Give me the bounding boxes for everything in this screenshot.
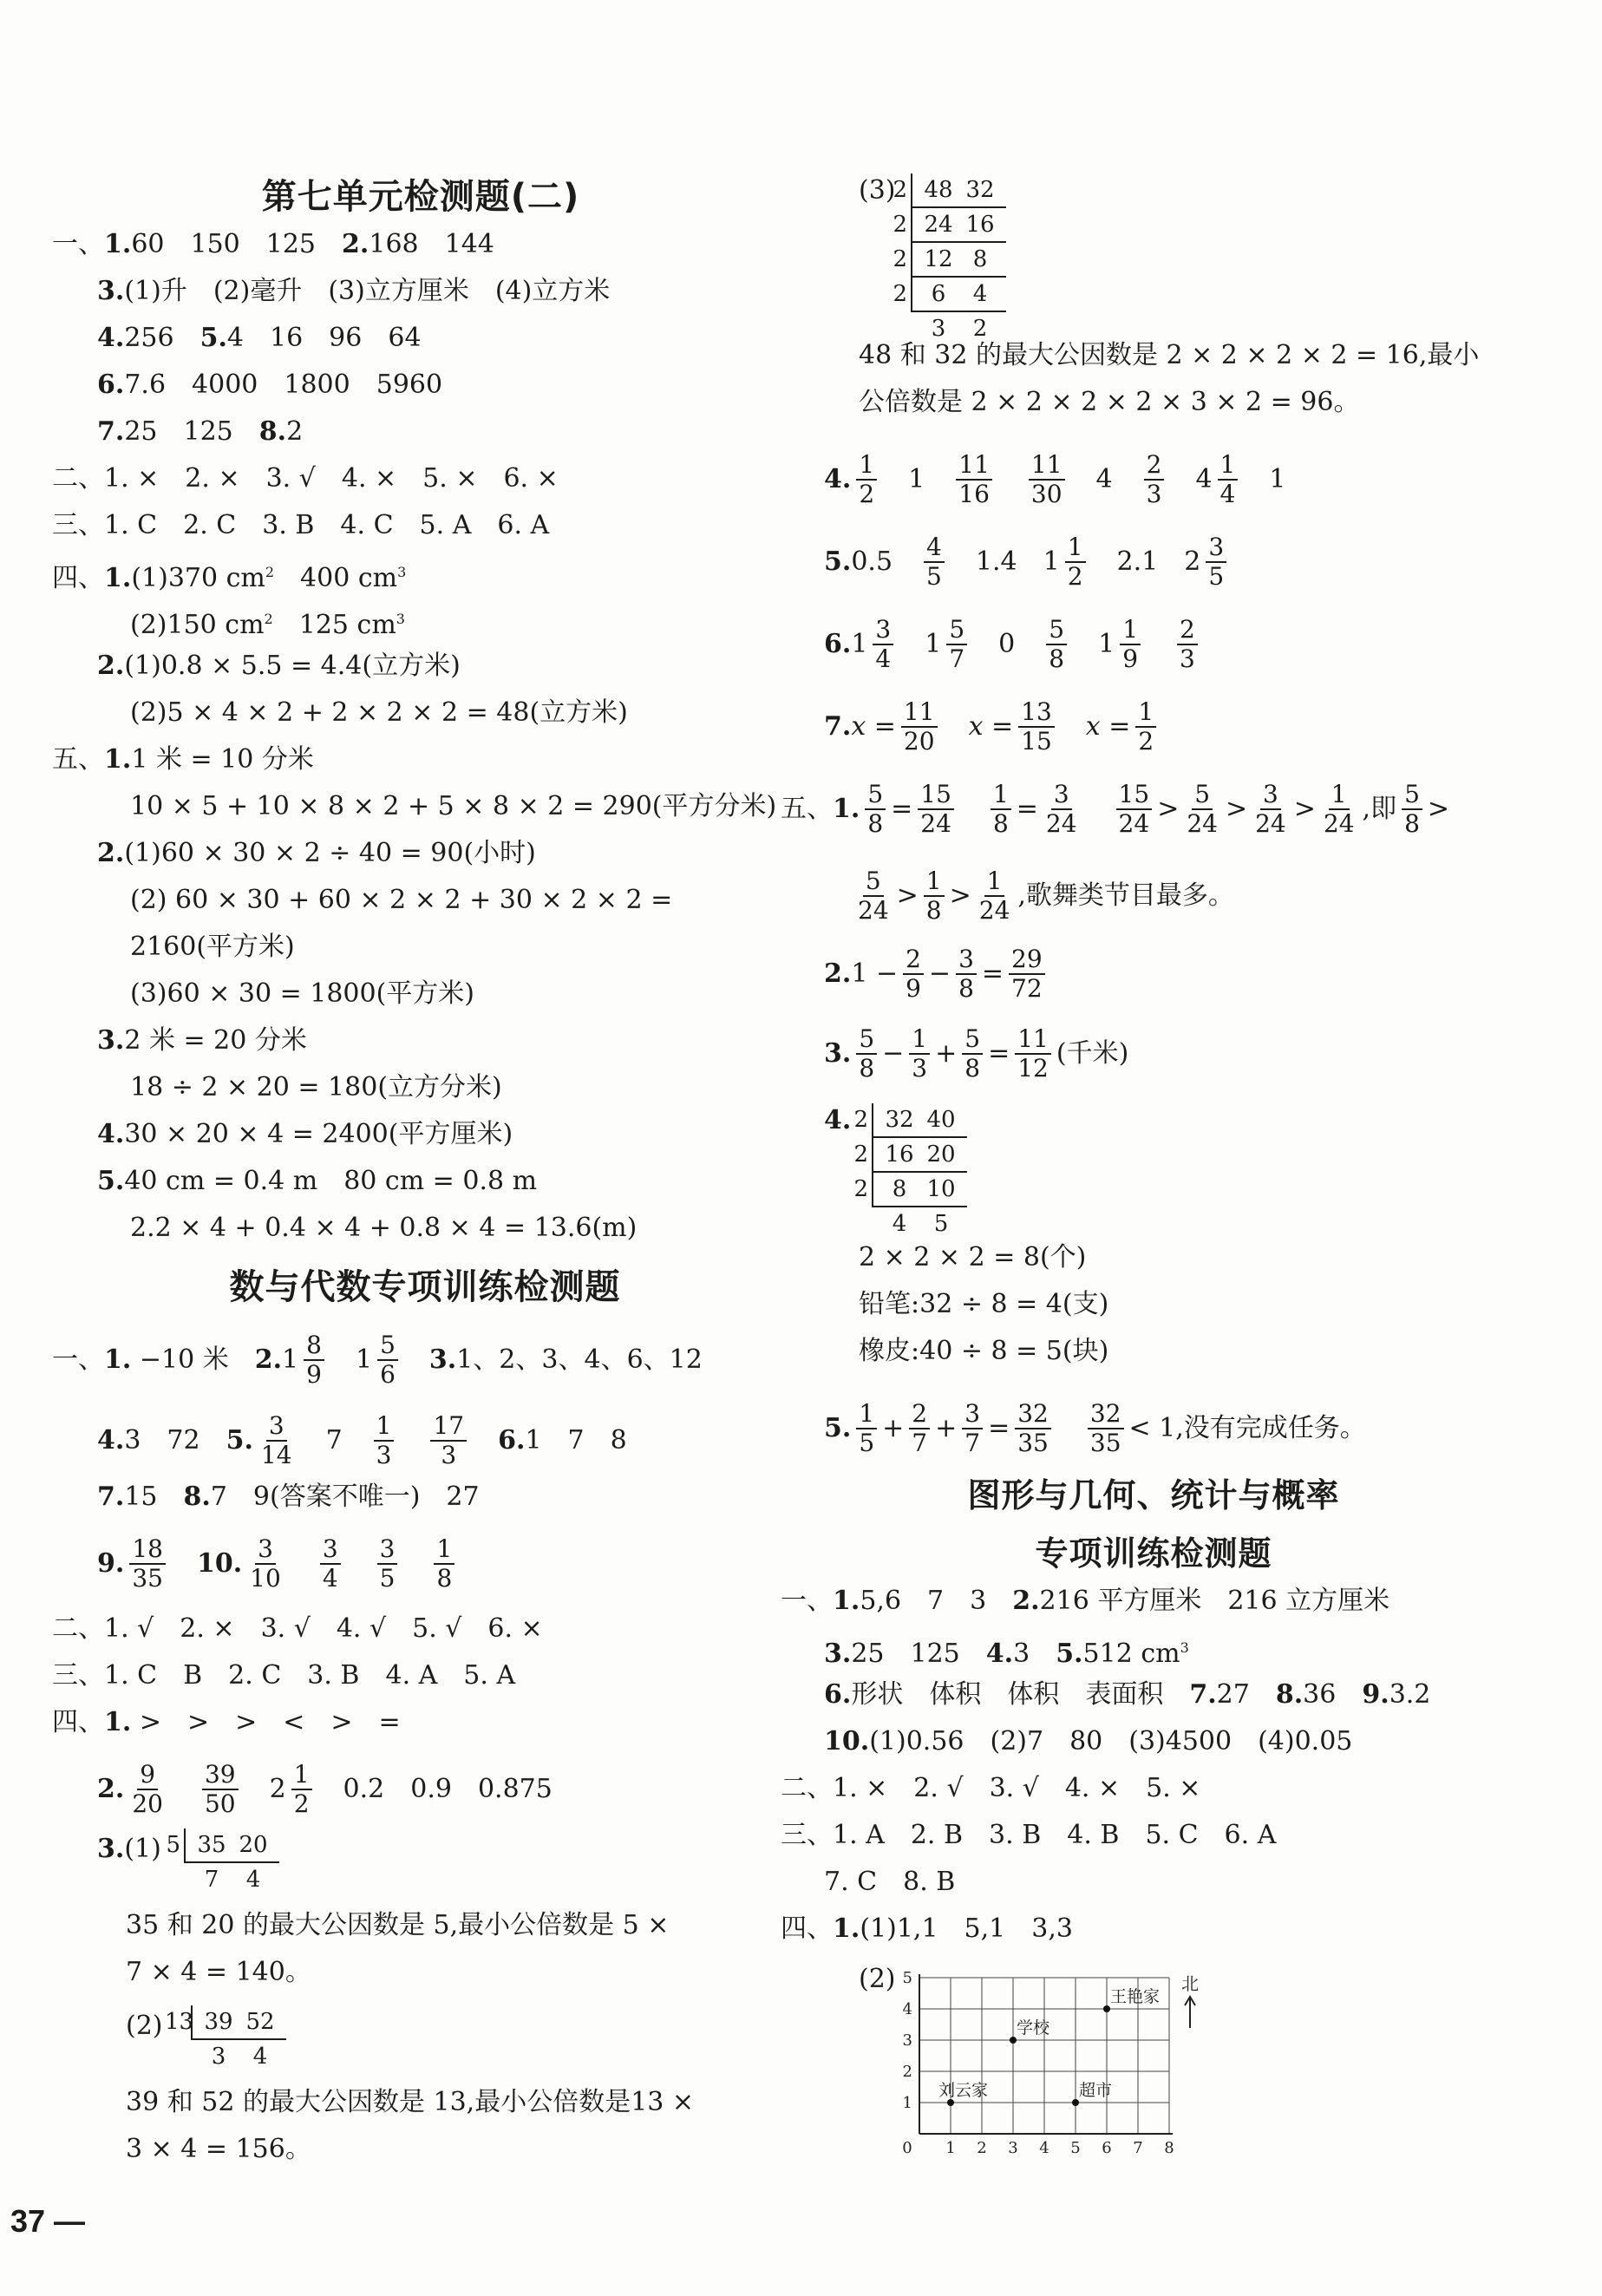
geo-1-6: 6.形状 体积 体积 表面积 7.27 8.36 9.3.2 [824, 1679, 1431, 1710]
page-number: 37 — [10, 2203, 86, 2239]
geo-3: 三、1. A 2. B 3. B 4. B 5. C 6. A [781, 1820, 1277, 1850]
r-gcd-text: 48 和 32 的最大公因数是 2 × 2 × 2 × 2 = 16,最小 [859, 340, 1480, 370]
ans-1-6: 6.7.6 4000 1800 5960 [97, 370, 443, 400]
r-alg-4-5: 5.0.5 $\frac{4}{5}$ 1.4 1 $\frac{1}{2}$ 2.1 2 $\frac{3}{5}$ [824, 533, 1232, 591]
r-alg-5-4c: 橡皮:40 ÷ 8 = 5(块) [859, 1336, 1109, 1366]
alg-4-3d: 39 和 52 的最大公因数是 13,最小公倍数是13 × [126, 2087, 695, 2117]
map-point-label: 王艳家 [1110, 1987, 1161, 2006]
ans-5-5b: 2.2 × 4 + 0.4 × 4 + 0.8 × 4 = 13.6(m) [130, 1213, 638, 1243]
r-alg-4-7: 7.x = $\frac{11}{20}$ x = $\frac{13}{15}$ x = $\frac{1}{2}$ [824, 698, 1161, 756]
r-alg-5-4b: 铅笔:32 ÷ 8 = 4(支) [859, 1289, 1109, 1319]
title-unit7: 第七单元检测题(二) [261, 177, 580, 217]
north-label: 北 [1181, 1973, 1199, 1994]
y-tick-label: 1 [902, 2094, 912, 2112]
r-alg-5-4a: 2 × 2 × 2 = 8(个) [859, 1242, 1087, 1272]
map-point [1103, 2005, 1110, 2012]
ans-4-2: 2.(1)0.8 × 5.5 = 4.4(立方米) [97, 651, 461, 681]
ans-5-5: 5.40 cm = 0.4 m 80 cm = 0.8 m [97, 1166, 538, 1196]
geo-1-1: 一、1.5,6 7 3 2.216 平方厘米 216 立方厘米 [781, 1586, 1390, 1616]
ans-1-3: 3.(1)升 (2)毫升 (3)立方厘米 (4)立方米 [97, 276, 611, 306]
r-alg-5-5: 5. $\frac{1}{5}$ + $\frac{2}{7}$ + $\frac{3}{7}$ = $\frac{32}{35}$ $\frac{32}{35}$ < 1,没有完成任务。 [824, 1399, 1366, 1457]
x-tick-label: 6 [1102, 2139, 1112, 2157]
title-geometry: 图形与几何、统计与概率 [967, 1476, 1340, 1514]
short-division-1: 5 35 20 7 4 [158, 1828, 279, 1896]
position-grid-map [893, 1960, 1199, 2160]
short-division-3: 2 48 32 2 24 16 2 12 8 2 6 4 3 2 [885, 173, 1006, 345]
ans-2: 二、1. × 2. × 3. √ 4. × 5. × 6. × [52, 463, 559, 494]
r-alg-4-6: 6.1 $\frac{3}{4}$ 1 $\frac{5}{7}$ 0 $\frac{5}{8}$ 1 $\frac{1}{9}$ $\frac{2}{3}$ [824, 616, 1203, 673]
r-alg-4-3-3: (3) [859, 175, 896, 206]
alg-4-3: 3.(1) [97, 1834, 161, 1864]
alg-2: 二、1. √ 2. × 3. √ 4. √ 5. √ 6. × [52, 1613, 543, 1644]
alg-4-3c: (2) [126, 2011, 163, 2041]
y-tick-label: 4 [902, 2000, 912, 2018]
ans-1-4: 4.256 5.4 16 96 64 [97, 323, 422, 353]
geo-4-1: 四、1.(1)1,1 5,1 3,3 [781, 1913, 1073, 1944]
map-point [1072, 2099, 1079, 2106]
r-alg-5-3: 3. $\frac{5}{8}$ − $\frac{1}{3}$ + $\frac{5}{8}$ = $\frac{11}{12}$ (千米) [824, 1024, 1129, 1083]
ans-5-2d: (3)60 × 30 = 1800(平方米) [130, 978, 475, 1009]
geo-3b: 7. C 8. B [824, 1867, 956, 1897]
map-point-label: 超市 [1079, 2081, 1113, 2100]
map-point-label: 学校 [1017, 2018, 1050, 2038]
ans-5-2c: 2160(平方米) [130, 932, 295, 962]
alg-1-1: 一、1. −10 米 2.1 $\frac{8}{9}$ 1 $\frac{5}{6}$ 3.1、2、3、4、6、12 [52, 1331, 703, 1389]
ans-5-3b: 18 ÷ 2 × 20 = 180(立方分米) [130, 1072, 502, 1102]
ans-5-2: 2.(1)60 × 30 × 2 ÷ 40 = 90(小时) [97, 838, 536, 868]
alg-1-9: 9. $\frac{18}{35}$ 10. $\frac{3}{10}$ $\frac{3}{4}$ $\frac{3}{5}$ $\frac{1}{8}$ [97, 1535, 460, 1593]
x-tick-label: 0 [902, 2139, 912, 2157]
geo-2: 二、1. × 2. √ 3. √ 4. × 5. × [781, 1773, 1201, 1803]
alg-4-3a: 35 和 20 的最大公因数是 5,最小公倍数是 5 × [126, 1910, 670, 1940]
x-tick-label: 3 [1008, 2139, 1018, 2157]
r-lcm-text: 公倍数是 2 × 2 × 2 × 2 × 3 × 2 = 96。 [859, 387, 1360, 417]
ans-4-1b: (2)150 $cm^2$ 125 $cm^3$ [130, 610, 405, 640]
alg-4-2: 2. $\frac{9}{20}$ $\frac{39}{50}$ 2 $\frac{1}{2}$ 0.2 0.9 0.875 [97, 1760, 553, 1818]
r-alg-5-1: 五、1. $\frac{5}{8}$ = $\frac{15}{24}$ $\frac{1}{8}$ = $\frac{3}{24}$ $\frac{15}{24}$ > $\frac{5}{24}$ > $\frac{3}{24}$ > $\frac{1}{24}$ ,即 $\frac{5}{8}$ > [781, 780, 1450, 838]
y-tick-label: 3 [902, 2031, 912, 2050]
alg-1-7: 7.15 8.7 9(答案不唯一) 27 [97, 1482, 480, 1512]
ans-1-7: 7.25 125 8.2 [97, 416, 304, 447]
alg-4-3b: 7 × 4 = 140。 [126, 1957, 311, 1987]
x-tick-label: 5 [1070, 2139, 1081, 2157]
geo-4-2: (2) [859, 1964, 896, 1994]
y-tick-label: 2 [902, 2063, 912, 2081]
ans-4-1: 四、1.(1)370 $cm^2$ 400 $cm^3$ [52, 563, 407, 593]
ans-5-1b: 10 × 5 + 10 × 8 × 2 + 5 × 8 × 2 = 290(平方分米) [130, 791, 777, 821]
y-tick-label: 5 [902, 1969, 912, 1987]
map-point [1010, 2037, 1017, 2044]
x-tick-label: 4 [1039, 2139, 1049, 2157]
alg-3: 三、1. C B 2. C 3. B 4. A 5. A [52, 1660, 516, 1691]
map-point-label: 刘云家 [938, 2081, 989, 2100]
x-tick-label: 1 [945, 2139, 956, 2157]
alg-4-3e: 3 × 4 = 156。 [126, 2134, 311, 2164]
alg-1-4: 4.3 72 5. $\frac{3}{14}$ 7 $\frac{1}{3}$ $\frac{17}{3}$ 6.1 7 8 [97, 1411, 627, 1469]
x-tick-label: 8 [1164, 2139, 1174, 2157]
short-division-4: 2 32 40 2 16 20 2 8 10 4 5 [846, 1103, 967, 1240]
title-geometry-sub: 专项训练检测题 [1035, 1534, 1272, 1573]
ans-4-2b: (2)5 × 4 × 2 + 2 × 2 × 2 = 48(立方米) [130, 697, 628, 728]
x-tick-label: 2 [977, 2139, 987, 2157]
x-tick-label: 7 [1133, 2139, 1143, 2157]
ans-3: 三、1. C 2. C 3. B 4. C 5. A 6. A [52, 510, 550, 540]
title-algebra: 数与代数专项训练检测题 [229, 1267, 621, 1307]
r-alg-5-4: 4. [824, 1105, 852, 1135]
ans-1-1: 一、1.60 150 125 2.168 144 [52, 229, 494, 259]
r-alg-5-1b: $\frac{5}{24}$ > $\frac{1}{8}$ > $\frac{1}{24}$ ,歌舞类节目最多。 [858, 867, 1234, 925]
ans-5-2b: (2) 60 × 30 + 60 × 2 × 2 + 30 × 2 × 2 = [130, 885, 673, 915]
short-division-2: 13 39 52 3 4 [165, 2005, 286, 2073]
map-point [947, 2099, 954, 2106]
ans-5-4: 4.30 × 20 × 4 = 2400(平方厘米) [97, 1119, 513, 1149]
alg-4-1: 四、1. > > > < > = [52, 1707, 401, 1737]
geo-1-10: 10.(1)0.56 (2)7 80 (3)4500 (4)0.05 [824, 1726, 1353, 1756]
ans-5-3: 3.2 米 = 20 分米 [97, 1025, 307, 1056]
ans-5-1: 五、1.1 米 = 10 分米 [52, 744, 314, 775]
r-alg-4-4: 4. $\frac{1}{2}$ 1 $\frac{11}{16}$ $\frac{11}{30}$ 4 $\frac{2}{3}$ 4 $\frac{1}{4}$ 1 [824, 450, 1286, 508]
geo-1-3: 3.25 125 4.3 5.512 $cm^3$ [824, 1639, 1189, 1669]
r-alg-5-2: 2.1 − $\frac{2}{9}$ − $\frac{3}{8}$ = $\frac{29}{72}$ [824, 945, 1050, 1003]
